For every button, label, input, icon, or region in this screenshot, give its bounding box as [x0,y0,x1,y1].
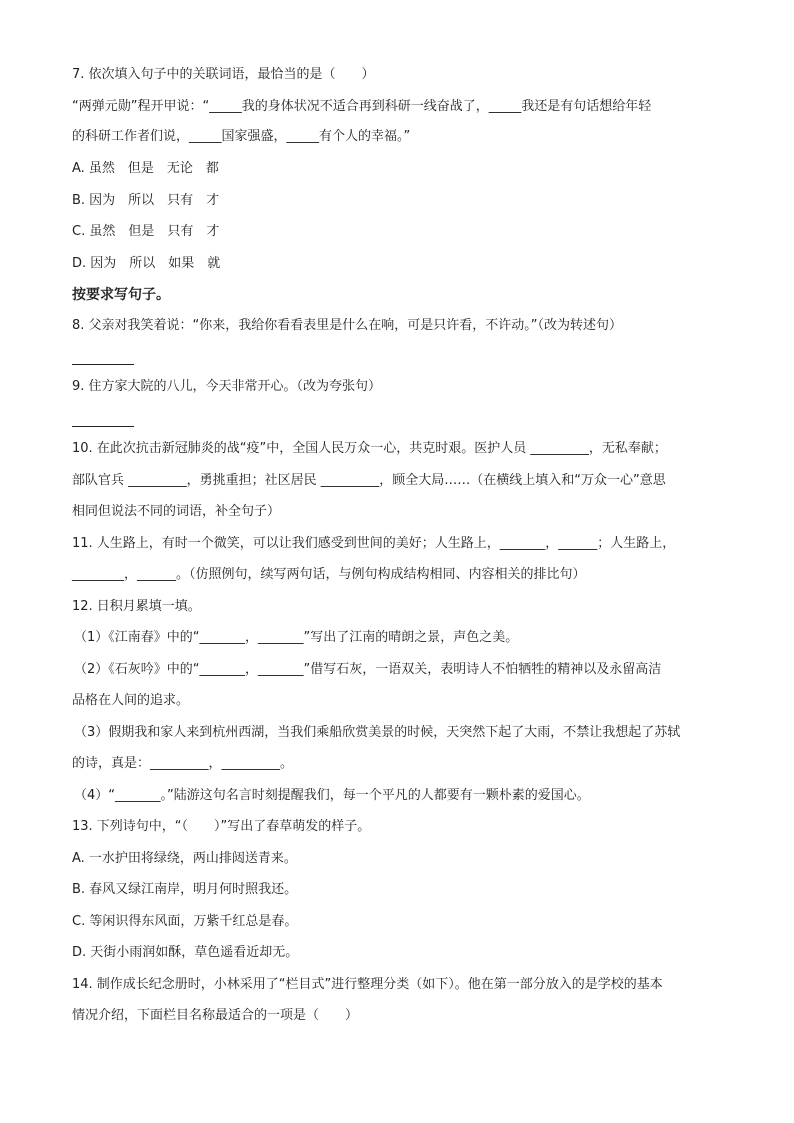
q12-2-b: 品格在人间的追求。 [72,693,190,708]
q12-2-a: （2）《石灰吟》中的“_______，_______”借写石灰，一语双关，表明诗人不怕牺牲的精神以及永留高洁 [74,662,662,677]
q13-stem: 13. 下列诗句中，“（ ）”写出了春草萌发的样子。 [72,819,371,834]
q13-opt-d: D. 天街小雨润如酥，草色遥看近却无。 [72,945,299,960]
q8-answer-blank[interactable] [72,364,134,365]
q9-answer-blank[interactable] [72,426,134,427]
q12-3-b: 的诗，真是：_________，_________。 [72,756,294,771]
q12-1: （1）《江南春》中的“_______，_______”写出了江南的晴朗之景，声色之美。 [74,630,519,645]
q13-opt-a: A. 一水护田将绿绕，两山排闼送青来。 [72,851,297,866]
q13-opt-c: C. 等闲识得东风面，万紫千红总是春。 [72,914,298,929]
q11-line-2: ________，______。（仿照例句，续写两句话，与例句构成结构相同、内容相关的排比句） [72,567,586,582]
q7-opt-d: D. 因为 所以 如果 就 [72,256,221,271]
q10-line-2: 部队官兵 _________，勇挑重担；社区居民 _________，顾全大局……（在横线上填入和“万众一心”意思 [72,473,666,488]
q9-stem: 9. 住方家大院的八儿，今天非常开心。（改为夸张句） [72,379,382,394]
q14-line-2: 情况介绍，下面栏目名称最适合的一项是（ ） [72,1008,359,1023]
q7-stem: 7. 依次填入句子中的关联词语，最恰当的是（ ） [72,67,375,82]
q12-stem: 12. 日积月累填一填。 [72,599,201,614]
q13-opt-b: B. 春风又绿江南岸，明月何时照我还。 [72,882,298,897]
q7-opt-b: B. 因为 所以 只有 才 [72,193,220,208]
q7-quote-2: 的科研工作者们说，_____国家强盛，_____有个人的幸福。” [72,129,411,144]
section-heading: 按要求写句子。 [72,287,170,303]
q7-quote-1: “两弹元勋”程开甲说：“_____我的身体状况不适合再到科研一线奋战了，_____我还是有句话想给年轻 [72,99,652,114]
q8-stem: 8. 父亲对我笑着说：“你来，我给你看看表里是什么在响，可是只许看，不许动。”（改为转述句） [72,318,623,333]
q7-opt-c: C. 虽然 但是 只有 才 [72,224,220,239]
q14-line-1: 14. 制作成长纪念册时，小林采用了“栏目式”进行整理分类（如下）。他在第一部分放入的是学校的基本 [72,977,663,992]
q7-opt-a: A. 虽然 但是 无论 都 [72,161,219,176]
q10-line-1: 10. 在此次抗击新冠肺炎的战“疫”中，全国人民万众一心，共克时艰。医护人员 _________，无私奉献； [72,441,667,456]
q11-line-1: 11. 人生路上，有时一个微笑，可以让我们感受到世间的美好；人生路上，_______，______；人生路上， [72,536,676,551]
q10-line-3: 相同但说法不同的词语，补全句子） [72,504,281,519]
q12-4: （4）“_______。”陆游这句名言时刻提醒我们，每一个平凡的人都要有一颗朴素的爱国心。 [74,788,590,803]
q12-3-a: （3）假期我和家人来到杭州西湖，当我们乘船欣赏美景的时候，天突然下起了大雨，不禁让我想起了苏轼 [74,725,681,740]
